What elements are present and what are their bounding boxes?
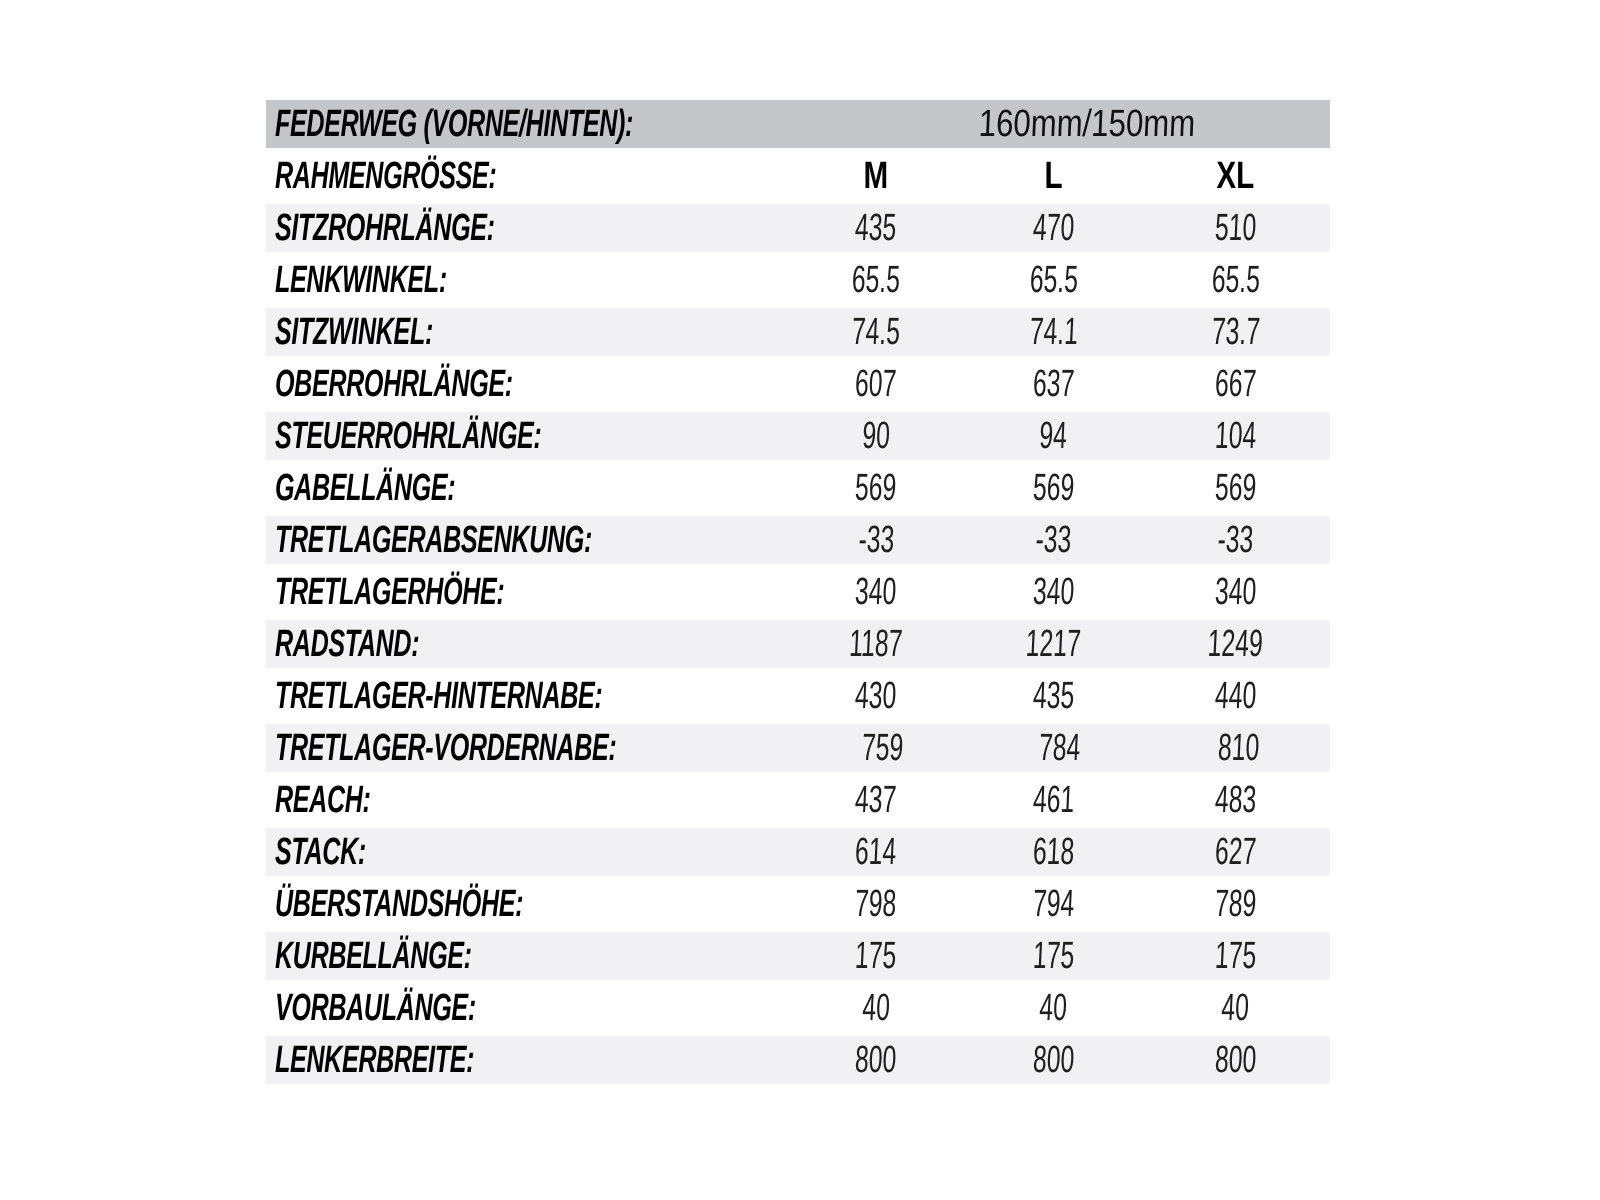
frame-size-label: RAHMENGRÖSSE:	[275, 155, 497, 197]
value-xl: 340	[1213, 571, 1258, 613]
value-m: 759	[860, 727, 904, 769]
row-label: STEUERROHRLÄNGE:	[275, 415, 542, 457]
row-label: LENKWINKEL:	[275, 259, 447, 301]
geometry-spec-table	[266, 100, 1330, 1088]
table-row-bb-front-hub	[266, 724, 1330, 776]
value-l: 618	[1031, 831, 1076, 873]
value-xl: 667	[1213, 363, 1258, 405]
value-xl: 73.7	[1210, 311, 1261, 353]
value-xl: 175	[1213, 935, 1258, 977]
suspension-travel-row	[266, 100, 1330, 152]
row-label: SITZROHRLÄNGE:	[275, 207, 495, 249]
suspension-value-cell	[818, 105, 1330, 143]
value-m: 614	[854, 831, 898, 873]
value-xl: 627	[1213, 831, 1258, 873]
value-l: 470	[1031, 207, 1076, 249]
value-xl: 510	[1213, 207, 1258, 249]
value-l: 1217	[1025, 623, 1082, 665]
value-m: 40	[861, 987, 891, 1029]
size-header-xl: XL	[1216, 155, 1255, 197]
value-m: 175	[854, 935, 898, 977]
value-l: 794	[1031, 883, 1076, 925]
row-label: TRETLAGER-HINTERNABE:	[275, 675, 603, 717]
value-xl: 40	[1220, 987, 1251, 1029]
value-l: 40	[1038, 987, 1069, 1029]
table-row-stack	[266, 828, 1330, 880]
value-l: 569	[1031, 467, 1076, 509]
row-label: LENKERBREITE:	[275, 1039, 475, 1081]
value-m: 1187	[848, 623, 904, 665]
row-label: TRETLAGERABSENKUNG:	[275, 519, 592, 561]
value-m: 569	[854, 467, 898, 509]
value-l: 784	[1038, 727, 1082, 769]
suspension-label-cell	[266, 105, 818, 143]
frame-size-label-cell	[266, 157, 786, 195]
table-row-wheelbase	[266, 620, 1330, 672]
value-l: 175	[1031, 935, 1076, 977]
value-xl: 569	[1213, 467, 1258, 509]
value-l: -33	[1034, 519, 1073, 561]
value-m: 798	[854, 883, 898, 925]
row-label: SITZWINKEL:	[275, 311, 433, 353]
value-m: -33	[857, 519, 895, 561]
table-row-handlebar-width	[266, 1036, 1330, 1088]
value-xl: -33	[1216, 519, 1255, 561]
value-l: 94	[1038, 415, 1069, 457]
value-m: 430	[854, 675, 898, 717]
table-row-stem-length	[266, 984, 1330, 1036]
value-l: 74.1	[1028, 311, 1079, 353]
row-label: ÜBERSTANDSHÖHE:	[275, 883, 524, 925]
size-header-m-cell	[786, 157, 966, 195]
table-row-seat-tube-length	[266, 204, 1330, 256]
value-xl: 1249	[1207, 623, 1264, 665]
value-l: 65.5	[1028, 259, 1079, 301]
table-row-crank-length	[266, 932, 1330, 984]
suspension-value: 160mm/150mm	[977, 103, 1196, 145]
value-xl: 800	[1213, 1039, 1258, 1081]
table-row-bb-height	[266, 568, 1330, 620]
value-m: 340	[854, 571, 898, 613]
row-label: TRETLAGERHÖHE:	[275, 571, 505, 613]
row-label: OBERROHRLÄNGE:	[275, 363, 513, 405]
row-label: REACH:	[275, 779, 371, 821]
row-label: GABELLÄNGE:	[275, 467, 456, 509]
value-xl: 104	[1213, 415, 1258, 457]
table-row-head-tube-length	[266, 412, 1330, 464]
table-row-top-tube-length	[266, 360, 1330, 412]
value-m: 90	[861, 415, 891, 457]
value-l: 461	[1031, 779, 1076, 821]
size-header-l-cell	[966, 157, 1141, 195]
value-xl: 65.5	[1210, 259, 1261, 301]
value-m: 800	[854, 1039, 898, 1081]
value-xl: 483	[1213, 779, 1258, 821]
table-row-standover-height	[266, 880, 1330, 932]
row-label: VORBAULÄNGE:	[275, 987, 476, 1029]
value-l: 800	[1031, 1039, 1076, 1081]
table-row-head-angle	[266, 256, 1330, 308]
size-header-l: L	[1044, 155, 1063, 197]
size-header-xl-cell	[1141, 157, 1330, 195]
value-m: 74.5	[851, 311, 901, 353]
table-row-fork-length	[266, 464, 1330, 516]
value-m: 437	[854, 779, 898, 821]
row-label: KURBELLÄNGE:	[275, 935, 472, 977]
size-header-m: M	[863, 155, 889, 197]
frame-size-row	[266, 152, 1330, 204]
value-xl: 440	[1213, 675, 1258, 717]
table-row-bb-drop	[266, 516, 1330, 568]
value-m: 65.5	[851, 259, 901, 301]
row-label: STACK:	[275, 831, 366, 873]
table-row-bb-rear-hub	[266, 672, 1330, 724]
value-l: 435	[1031, 675, 1076, 717]
table-row-seat-angle	[266, 308, 1330, 360]
value-xl: 789	[1213, 883, 1258, 925]
value-m: 607	[854, 363, 898, 405]
suspension-label: FEDERWEG (VORNE/HINTEN):	[275, 103, 634, 145]
value-xl: 810	[1217, 727, 1261, 769]
table-row-reach	[266, 776, 1330, 828]
value-l: 340	[1031, 571, 1076, 613]
row-label: TRETLAGER-VORDERNABE:	[275, 727, 617, 769]
value-l: 637	[1031, 363, 1076, 405]
value-m: 435	[854, 207, 898, 249]
row-label: RADSTAND:	[275, 623, 420, 665]
